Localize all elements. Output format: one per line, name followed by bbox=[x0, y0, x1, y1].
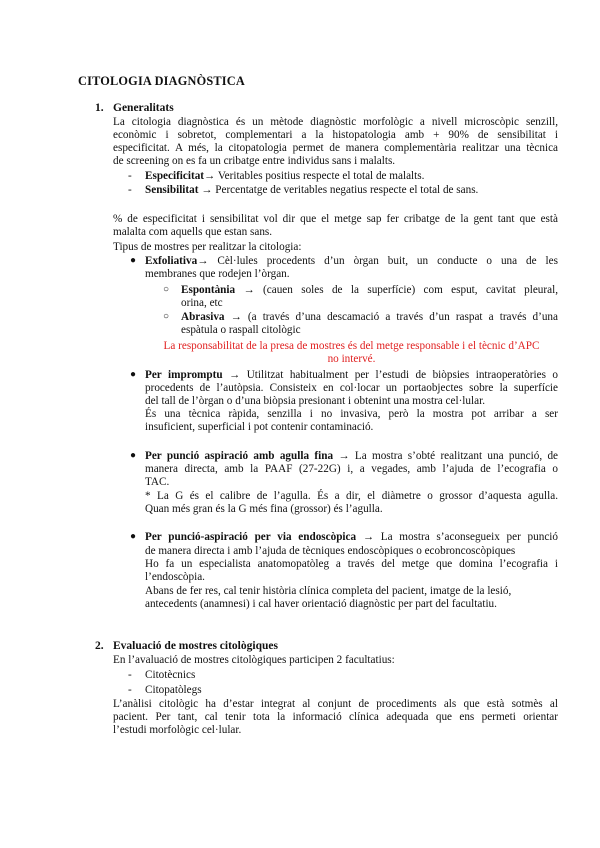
impromptu-line: insuficient, superficial i pot contenir contaminació. bbox=[145, 421, 374, 433]
circle-bullet-icon: ○ bbox=[163, 284, 170, 295]
dash-marker: - bbox=[128, 684, 132, 696]
bullet-icon: ● bbox=[130, 255, 137, 266]
note-line: La responsabilitat de la presa de mostres és del metge responsable i el tècnic d’APC bbox=[163, 340, 540, 352]
abrasiva-term: Abrasiva bbox=[181, 311, 225, 323]
bullet-icon: ● bbox=[130, 450, 137, 461]
espontania-line: orina, etc bbox=[181, 297, 223, 309]
abrasiva-text: → (a través d’una descamació a través d’un raspat a través d’una bbox=[224, 311, 558, 323]
paaf-line: manera directa, amb la PAAF (27-22G) i, a vegades, amb l’ajuda de l’ecografia o bbox=[145, 463, 558, 475]
note-line: no intervé. bbox=[327, 353, 376, 365]
exfol-text: → Cèl·lules procedents d’un òrgan buit, un conducte o una de les bbox=[197, 255, 558, 267]
section-1-heading: Generalitats bbox=[113, 102, 174, 114]
exfol-line: membranes que rodejen l’òrgan. bbox=[145, 268, 290, 280]
endo-line: Abans de fer res, cal tenir història clínica completa del pacient, imatge de la lesió, bbox=[145, 585, 512, 597]
s2-intro: En l’avaluació de mostres citològiques participen 2 facultatius: bbox=[113, 654, 395, 666]
paaf-line: Quan més gran és la G més fina (grossor) és l’agulla. bbox=[145, 503, 383, 515]
s2-para-line: pacient. Per tant, cal tenir tota la informació clínica adequada que ens permeti orientar bbox=[113, 711, 558, 723]
s1-intro-line: especificitat. A més, la citopatologia permet de manera complementària realitzar una tècnica bbox=[113, 142, 558, 154]
exfol-term: Exfoliativa bbox=[145, 255, 198, 267]
impromptu-line: procedents de l’autòpsia. Consisteix en col·locar un portaobjectes sobre la superfície bbox=[145, 382, 558, 394]
espontania-text: → (cauen soles de la superfície) com esput, cavitat pleural, bbox=[235, 284, 558, 296]
s2-item: Citopatòlegs bbox=[145, 684, 202, 696]
impromptu-text: → Utilitzat habitualment per l’estudi de biòpsies intraoperatòries o bbox=[222, 369, 558, 381]
endo-term: Per punció-aspiració per via endoscòpica bbox=[145, 531, 357, 543]
impromptu-term: Per impromptu bbox=[145, 369, 223, 381]
endo-line: de manera directa i amb l’ajuda de tècniques endoscòpiques o ecobroncoscòpiques bbox=[145, 545, 516, 557]
def-sensibilitat bbox=[145, 184, 478, 197]
endo-line bbox=[145, 531, 558, 544]
s1-intro-line: econòmic i sobretot, complementari a la histopatologia amb + 90% de sensibilitat i bbox=[113, 129, 558, 141]
endo-line: l’endoscòpia. bbox=[145, 571, 205, 583]
pct-line: malalta com aquells que estan sans. bbox=[113, 226, 273, 238]
impromptu-line: del tall de l’òrgan o d’una biòpsia presionant i obtenint una mostra cel·lular. bbox=[145, 395, 485, 407]
dash-marker: - bbox=[128, 669, 132, 681]
dash-marker: - bbox=[128, 170, 132, 182]
exfol-line bbox=[145, 255, 558, 268]
paaf-line: * La G és el calibre de l’agulla. És a dir, el diàmetre o grossor d’aquesta agulla. bbox=[145, 490, 558, 502]
s2-item: Citotècnics bbox=[145, 669, 196, 681]
abrasiva-line: espàtula o raspall citològic bbox=[181, 324, 301, 336]
impromptu-line bbox=[145, 369, 558, 382]
document-title: CITOLOGIA DIAGNÒSTICA bbox=[78, 74, 245, 88]
def-term: Sensibilitat bbox=[145, 184, 199, 196]
s2-para-line: L’anàlisi citològic ha d’estar integrat al conjunt de procediments als que està sotmès al bbox=[113, 698, 558, 710]
endo-text: → La mostra s’aconsegueix per punció bbox=[356, 531, 558, 543]
bullet-icon: ● bbox=[130, 531, 137, 542]
endo-line: Ho fa un especialista anatomopatòleg a través del metge que domina l’ecografia i bbox=[145, 558, 558, 570]
pct-line: % de especificitat i sensibilitat vol dir que el metge sap fer cribatge de la gent tant que està bbox=[113, 213, 558, 225]
circle-bullet-icon: ○ bbox=[163, 311, 170, 322]
section-1-number: 1. bbox=[95, 102, 104, 114]
bullet-icon: ● bbox=[130, 369, 137, 380]
espontania-term: Espontània bbox=[181, 284, 236, 296]
abrasiva-line bbox=[181, 311, 558, 324]
section-2-number: 2. bbox=[95, 640, 104, 652]
dash-marker: - bbox=[128, 184, 132, 196]
paaf-term: Per punció aspiració amb agulla fina bbox=[145, 450, 334, 462]
impromptu-line: És una tècnica ràpida, senzilla i no invasiva, però la mostra pot arribar a ser bbox=[145, 408, 558, 420]
paaf-text: → La mostra s’obté realitzant una punció, de bbox=[333, 450, 559, 462]
def-text: → Percentatge de veritables negatius respecte el total de sans. bbox=[198, 184, 479, 196]
paaf-line: TAC. bbox=[145, 476, 170, 488]
paaf-line bbox=[145, 450, 558, 463]
def-especificitat bbox=[145, 170, 424, 183]
s1-intro-line: La citologia diagnòstica és un mètode diagnòstic morfològic a nivell microscòpic senzill, bbox=[113, 116, 558, 128]
endo-line: antecedents (anamnesi) i cal haver orientació diagnòstic per part del facultatiu. bbox=[145, 598, 497, 610]
section-2-heading: Evaluació de mostres citològiques bbox=[113, 640, 278, 652]
s1-intro-line: de screening on es fa un cribatge entre individus sans i malalts. bbox=[113, 155, 396, 167]
espontania-line bbox=[181, 284, 558, 297]
tipus-line: Tipus de mostres per realitzar la citologia: bbox=[113, 241, 302, 253]
def-text: → Veritables positius respecte el total de malalts. bbox=[204, 170, 425, 182]
s2-para-line: l’estudi morfològic cel·lular. bbox=[113, 724, 242, 736]
def-term: Especificitat bbox=[145, 170, 205, 182]
